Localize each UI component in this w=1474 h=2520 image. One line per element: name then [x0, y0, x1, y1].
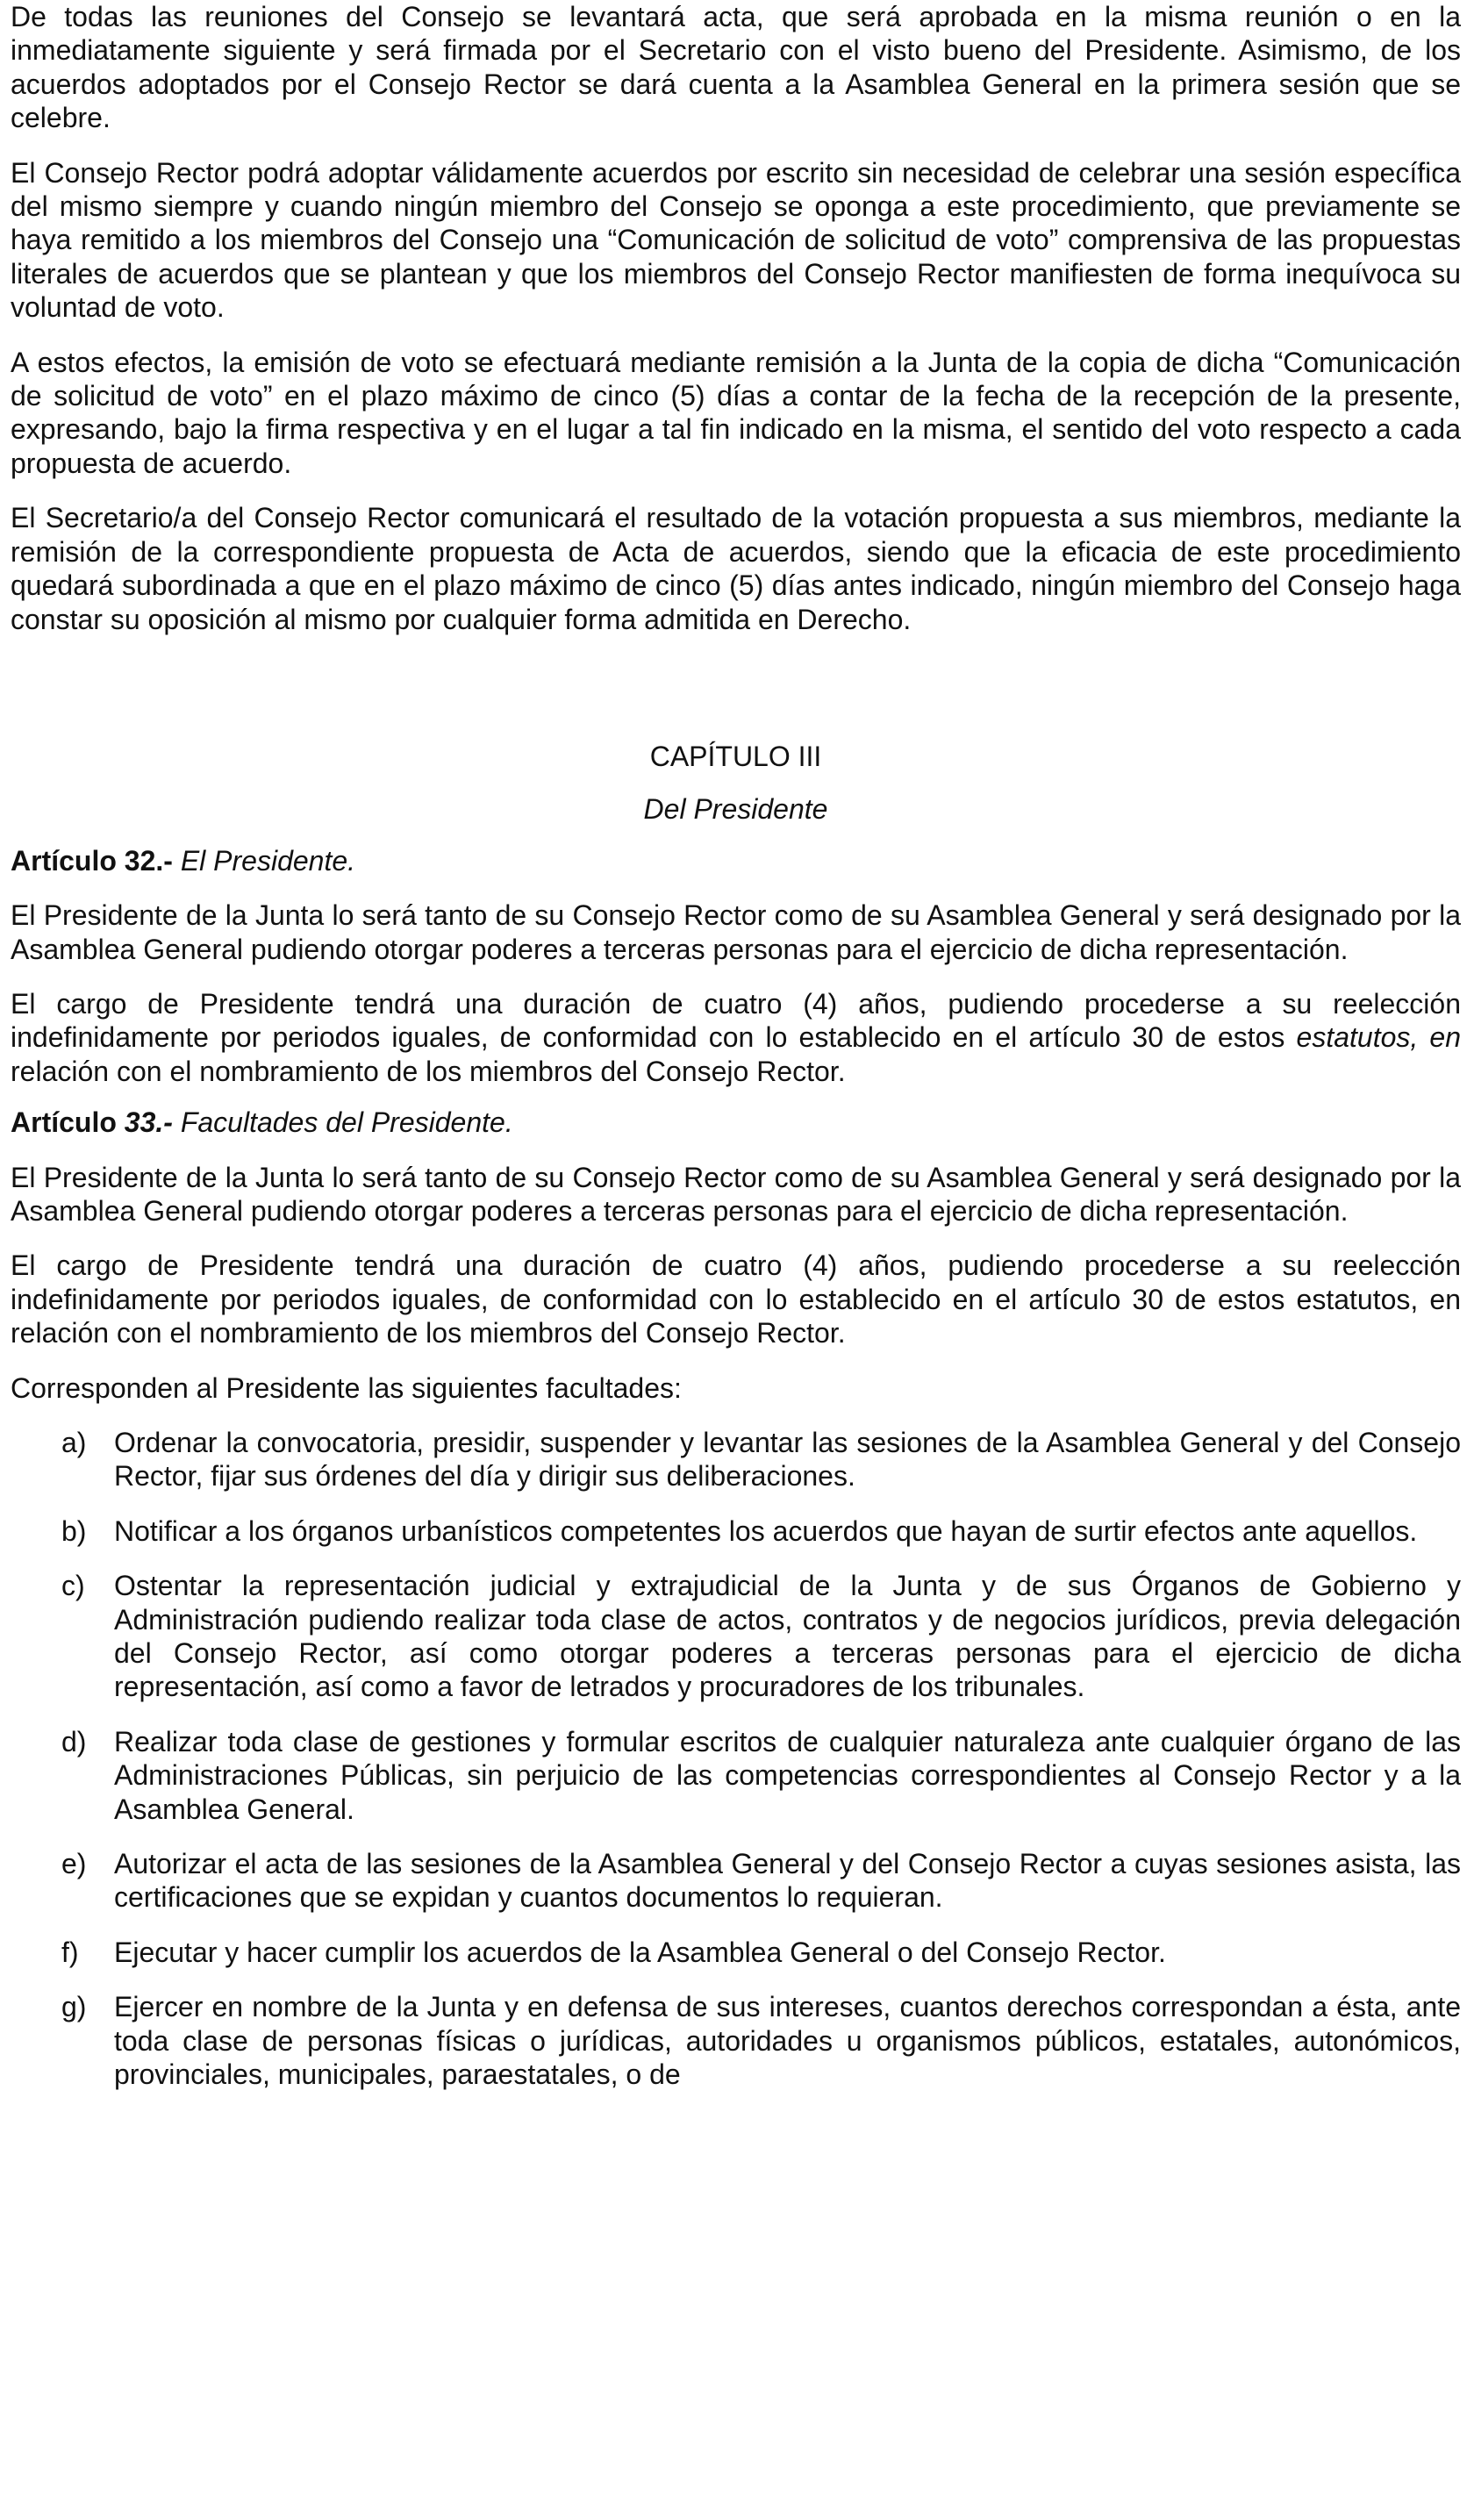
article-33-title: Facultades del Presidente.: [180, 1106, 513, 1139]
article-32-title: El Presidente.: [180, 844, 356, 877]
list-item: [11, 1725, 1461, 1826]
article-33-label-word: Artículo: [11, 1106, 125, 1139]
list-item: [11, 1426, 1461, 1493]
chapter-subtitle: Del Presidente: [643, 793, 828, 826]
article-32-heading: [11, 844, 1461, 877]
facultades-list: [11, 1426, 1461, 2092]
list-item-text: Notificar a los órganos urbanísticos competentes los acuerdos que hayan de surtir efectos ante aquellos.: [114, 1514, 1418, 1547]
list-item-text: Ostentar la representación judicial y extrajudicial de la Junta y de sus Órganos de Gobierno y Administración pudiendo realizar toda clase de actos, contratos y de negocios jurídicos, previa delegación del Consejo Rector, así como otorgar poderes a terceras personas para el ejercicio de dicha representación, así como a favor de letrados y procuradores de los tribunales.: [114, 1570, 1461, 1703]
list-item-letter: c): [61, 1570, 85, 1602]
list-item-letter: d): [61, 1725, 87, 1758]
list-item-text: Ejercer en nombre de la Junta y en defensa de sus intereses, cuantos derechos correspondan a ésta, ante toda clase de personas físicas o jurídicas, autoridades u organismos públicos, estatales, autonómicos, provinciales, municipales, paraestatales, o de: [114, 1991, 1461, 2091]
article-33-paragraph-2: El cargo de Presidente tendrá una duración de cuatro (4) años, pudiendo procederse a su reelección indefinidamente por periodos iguales, de conformidad con lo establecido en el artículo 30 de estos estatutos, en relación con el nombramiento de los miembros del Consejo Rector.: [11, 1249, 1461, 1349]
list-item-letter: f): [61, 1936, 79, 1968]
list-item: [11, 1936, 1461, 1969]
list-item-text: Ejecutar y hacer cumplir los acuerdos de la Asamblea General o del Consejo Rector.: [114, 1936, 1166, 1968]
article-32-paragraph-2: [11, 987, 1461, 1088]
list-item: [11, 1847, 1461, 1915]
paragraph-emision-voto: A estos efectos, la emisión de voto se efectuará mediante remisión a la Junta de la copia de dicha “Comunicación de solicitud de voto” en el plazo máximo de cinco (5) días a contar de la fecha de la recepción de la presente, expresando, bajo la firma respectiva y en el lugar a tal fin indicado en la misma, el sentido del voto respecto a cada propuesta de acuerdo.: [11, 346, 1461, 479]
list-item: [11, 1569, 1461, 1704]
article-33-heading: [11, 1106, 1461, 1139]
list-item-text: Realizar toda clase de gestiones y formular escritos de cualquier naturaleza ante cualquier órgano de las Administraciones Públicas, sin perjuicio de las competencias correspondientes al Consejo Rector y a la Asamblea General.: [114, 1725, 1461, 1825]
list-item-letter: e): [61, 1848, 87, 1880]
chapter-title: CAPÍTULO III: [649, 740, 822, 772]
article-33-paragraph-1: El Presidente de la Junta lo será tanto de su Consejo Rector como de su Asamblea General y será designado por la Asamblea General pudiendo otorgar poderes a terceras personas para el ejercicio de dicha representación.: [11, 1161, 1461, 1227]
paragraph-acta: De todas las reuniones del Consejo se levantará acta, que será aprobada en la misma reunión o en la inmediatamente siguiente y será firmada por el Secretario con el visto bueno del Presidente. Asimismo, de los acuerdos adoptados por el Consejo Rector se dará cuenta a la Asamblea General en la primera sesión que se celebre.: [11, 1, 1461, 134]
list-item-letter: a): [61, 1427, 87, 1458]
list-item: [11, 1514, 1461, 1548]
article-32-paragraph-1: El Presidente de la Junta lo será tanto de su Consejo Rector como de su Asamblea General y será designado por la Asamblea General pudiendo otorgar poderes a terceras personas para el ejercicio de dicha representación.: [11, 899, 1461, 965]
article-33-label-number: 33.-: [124, 1106, 173, 1139]
paragraph-resultado-votacion: El Secretario/a del Consejo Rector comunicará el resultado de la votación propuesta a sus miembros, mediante la remisión de la correspondiente propuesta de Acta de acuerdos, siendo que la eficacia de este procedimiento quedará subordinada a que en el plazo máximo de cinco (5) días antes indicado, ningún miembro del Consejo haga constar su oposición al mismo por cualquier forma admitida en Derecho.: [11, 502, 1461, 635]
list-item-letter: g): [61, 1991, 87, 2023]
article-32-paragraph-2-italic: estatutos, en: [1296, 1021, 1462, 1054]
list-item-letter: b): [61, 1514, 87, 1547]
list-item-text: Ordenar la convocatoria, presidir, suspender y levantar las sesiones de la Asamblea General y del Consejo Rector, fijar sus órdenes del día y dirigir sus deliberaciones.: [114, 1427, 1461, 1493]
paragraph-acuerdos-por-escrito: El Consejo Rector podrá adoptar válidamente acuerdos por escrito sin necesidad de celebrar una sesión específica del mismo siempre y cuando ningún miembro del Consejo se oponga a este procedimiento, que previamente se haya remitido a los miembros del Consejo una “Comunicación de solicitud de voto” comprensiva de las propuestas literales de acuerdos que se plantean y que los miembros del Consejo Rector manifiesten de forma inequívoca su voluntad de voto.: [11, 156, 1461, 324]
article-32-paragraph-2-start: El cargo de Presidente tendrá una duración de cuatro (4) años, pudiendo procederse a su reelección indefinidamente por periodos iguales, de conformidad con lo establecido en el artículo 30 de estos: [11, 987, 1461, 1054]
article-33-list-intro: Corresponden al Presidente las siguientes facultades:: [11, 1371, 682, 1404]
document-page: [11, 0, 1461, 2092]
list-item: [11, 1990, 1461, 2091]
article-32-paragraph-2-end: relación con el nombramiento de los miembros del Consejo Rector.: [11, 1055, 846, 1087]
article-32-label: Artículo 32.-: [11, 844, 173, 877]
list-item-text: Autorizar el acta de las sesiones de la Asamblea General y del Consejo Rector a cuyas sesiones asista, las certificaciones que se expidan y cuantos documentos lo requieran.: [114, 1848, 1461, 1914]
